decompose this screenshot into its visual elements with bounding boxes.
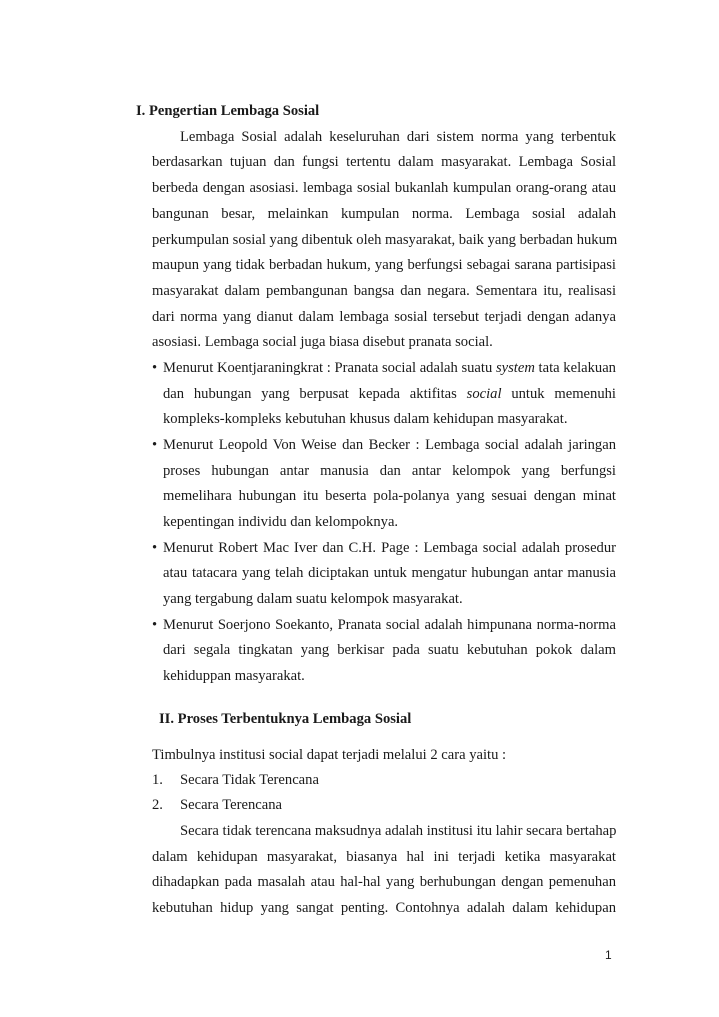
paragraph-line: Lembaga Sosial adalah keseluruhan dari sistem norma yang terbentuk — [180, 129, 616, 145]
paragraph-line: kebutuhan hidup yang sangat penting. Contohnya adalah dalam kehidupan — [152, 900, 616, 916]
bullet-continuation: dan hubungan yang berpusat kepada aktifitas social untuk memenuhi — [163, 386, 616, 402]
section-heading-2: II. Proses Terbentuknya Lembaga Sosial — [159, 711, 412, 727]
bullet-text: Menurut Koentjaraningkrat : Pranata social adalah suatu system tata kelakuan — [163, 360, 616, 376]
bullet-icon: • — [152, 360, 158, 376]
item-number: 2. — [152, 797, 163, 813]
paragraph-line: masyarakat dalam pembangunan bangsa dan negara. Sementara itu, realisasi — [152, 283, 616, 299]
bullet-item — [152, 360, 616, 376]
paragraph-line: maupun yang tidak berbadan hukum, yang berfungsi sebagai sarana partisipasi — [152, 257, 616, 273]
bullet-continuation: dari segala tingkatan yang berkisar pada suatu kebutuhan pokok dalam — [163, 642, 616, 658]
paragraph-line: perkumpulan sosial yang dibentuk oleh masyarakat, baik yang berbadan hukum — [152, 232, 618, 248]
bullet-text: Menurut Robert Mac Iver dan C.H. Page : Lembaga social adalah prosedur — [163, 540, 616, 556]
paragraph-line: dari norma yang dianut dalam lembaga sosial tersebut terjadi dengan adanya — [152, 309, 616, 325]
item-text: Secara Tidak Terencana — [180, 772, 319, 788]
section-heading-1: I. Pengertian Lembaga Sosial — [136, 103, 320, 119]
paragraph-line: Secara tidak terencana maksudnya adalah institusi itu lahir secara bertahap — [180, 823, 617, 839]
paragraph-line: dihadapkan pada masalah atau hal-hal yang berhubungan dengan pemenuhan — [152, 874, 616, 890]
section-intro: Timbulnya institusi social dapat terjadi melalui 2 cara yaitu : — [152, 747, 507, 763]
bullet-text: Menurut Soerjono Soekanto, Pranata social adalah himpunana norma-norma — [163, 617, 616, 633]
paragraph-line: berdasarkan tujuan dan fungsi tertentu dalam masyarakat. Lembaga Sosial — [152, 154, 616, 170]
bullet-continuation: kompleks-kompleks kebutuhan khusus dalam kehidupan masyarakat. — [163, 411, 568, 427]
paragraph-line: berbeda dengan asosiasi. lembaga sosial bukanlah kumpulan orang-orang atau — [152, 180, 616, 196]
numbered-item — [152, 772, 319, 788]
bullet-continuation: kepentingan individu dan kelompoknya. — [163, 514, 399, 530]
paragraph-line: asosiasi. Lembaga social juga biasa disebut pranata social. — [152, 334, 493, 350]
bullet-continuation: proses hubungan antar manusia dan antar kelompok yang berfungsi — [163, 463, 616, 479]
paragraph-line: bangunan besar, melainkan kumpulan norma. Lembaga sosial adalah — [152, 206, 616, 222]
bullet-text: Menurut Leopold Von Weise dan Becker : Lembaga social adalah jaringan — [163, 437, 616, 453]
bullet-continuation: yang tergabung dalam suatu kelompok masyarakat. — [163, 591, 463, 607]
bullet-continuation: memelihara hubungan itu beserta pola-polanya yang sesuai dengan minat — [163, 488, 616, 504]
bullet-continuation: atau tatacara yang telah diciptakan untuk mengatur hubungan antar manusia — [163, 565, 616, 581]
bullet-item — [152, 617, 616, 633]
paragraph-line: dalam kehidupan masyarakat, biasanya hal ini terjadi ketika masyarakat — [152, 849, 616, 865]
bullet-continuation: kehiduppan masyarakat. — [163, 668, 305, 684]
bullet-item — [152, 540, 616, 556]
bullet-icon: • — [152, 437, 158, 453]
item-text: Secara Terencana — [180, 797, 283, 813]
bullet-icon: • — [152, 617, 158, 633]
page-number: 1 — [605, 948, 612, 962]
numbered-item — [152, 797, 282, 813]
bullet-item — [152, 437, 616, 453]
item-number: 1. — [152, 772, 163, 788]
bullet-icon: • — [152, 540, 158, 556]
